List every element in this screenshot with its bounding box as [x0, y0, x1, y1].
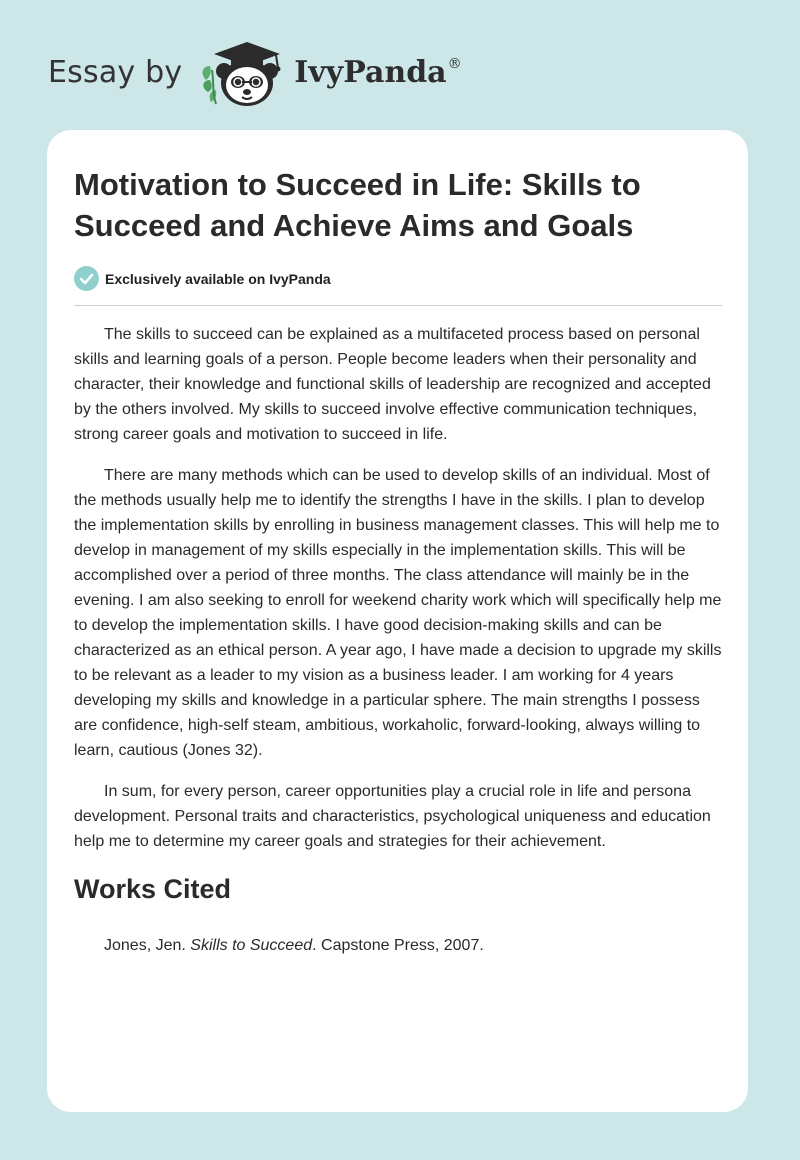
panda-graduate-icon[interactable] [198, 36, 288, 108]
exclusive-label: Exclusively available on IvyPanda [105, 270, 331, 287]
essay-by-label: Essay by [48, 54, 183, 90]
brand-text: IvyPanda [294, 54, 447, 90]
citation [104, 933, 722, 958]
brand-name[interactable] [294, 55, 461, 90]
divider [74, 305, 722, 306]
exclusive-badge [74, 266, 722, 291]
site-header [48, 36, 462, 108]
registered-mark: ® [447, 55, 462, 72]
page-title: Motivation to Succeed in Life: Skills to Succeed and Achieve Aims and Goals [74, 167, 641, 243]
paragraph: In sum, for every person, career opportunities play a crucial role in life and persona development. Personal traits and characteristics, psychological uniqueness and education help me to determine my career goals and strategies for their achievement. [74, 783, 711, 850]
citation-title: Skills to Succeed [190, 937, 313, 954]
paragraph: The skills to succeed can be explained as a multifaceted process based on personal skills and learning goals of a person. People become leaders when their personality and character, their knowledge and functional skills of leadership are recognized and accepted by the others involved. My skills to succeed involve effective communication techniques, strong career goals and motivation to succeed in life. [74, 326, 711, 443]
essay-body [74, 322, 722, 854]
essay-card [47, 130, 748, 1112]
check-circle-icon [74, 266, 99, 291]
citation-publisher: . Capstone Press, 2007. [312, 937, 484, 954]
paragraph: There are many methods which can be used to develop skills of an individual. Most of the methods usually help me to identify the strengths I have in the skills. I plan to develop the implementation skills by enrolling in business management classes. This will help me to develop in management of my skills especially in the implementation skills. This will be accomplished over a period of three months. The class attendance will mainly be in the evening. I am also seeking to enroll for weekend charity work which will specifically help me to develop the implementation skills. I have good decision-making skills and can be characterized as an ethical person. A year ago, I have made a decision to upgrade my skills to be relevant as a leader to my vision as a business leader. I am working for 4 years developing my skills and knowledge in a particular sphere. The main strengths I possess are confidence, high-self steam, ambitious, workaholic, forward-looking, always willing to learn, cautious (Jones 32). [74, 467, 722, 759]
works-cited-heading: Works Cited [74, 874, 232, 904]
citation-author: Jones, Jen. [104, 937, 191, 954]
